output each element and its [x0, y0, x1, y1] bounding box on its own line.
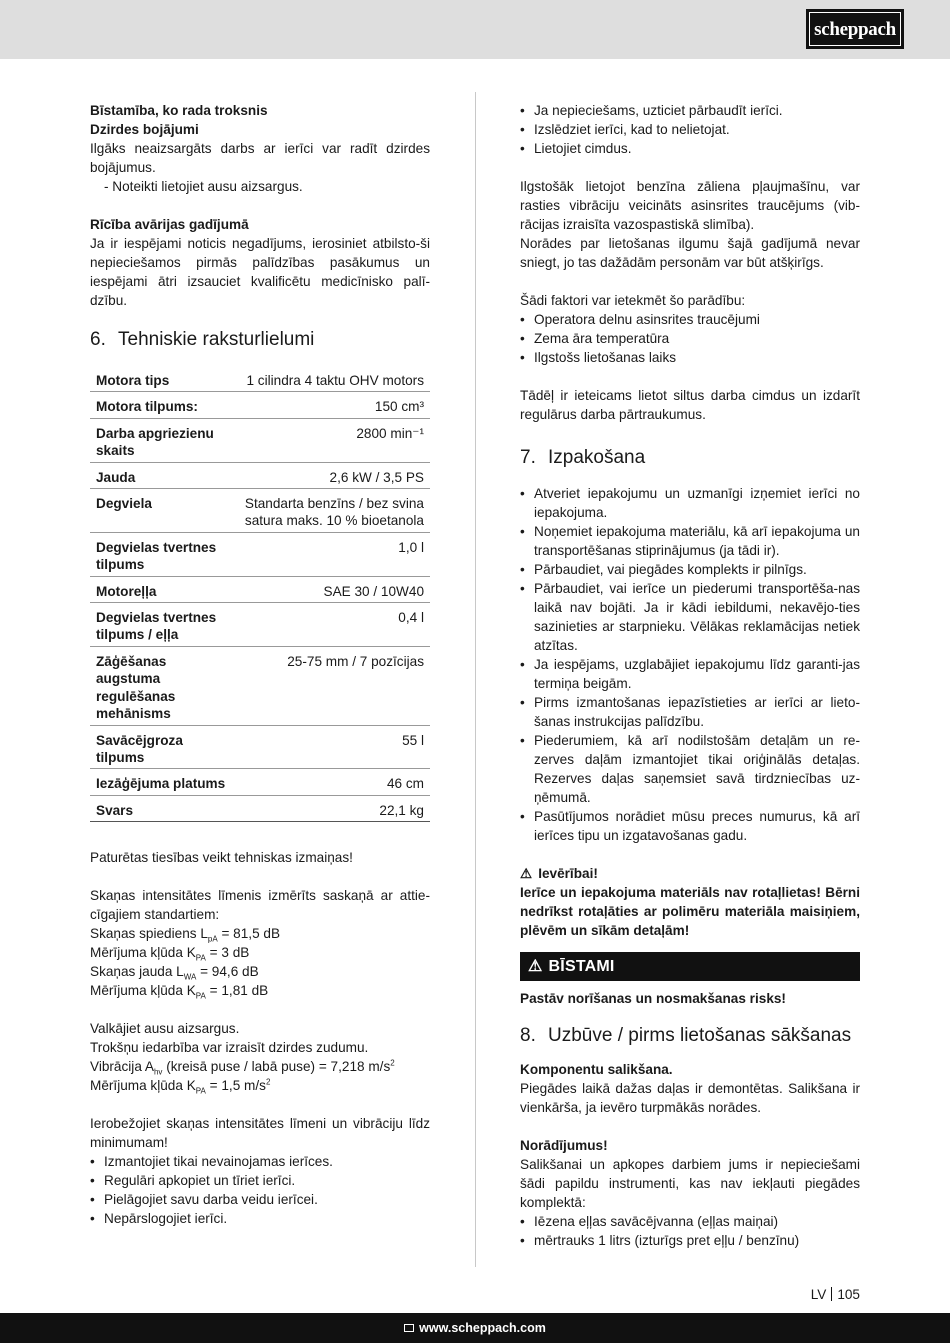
- spec-value: 0,4 l: [235, 603, 430, 647]
- section-title: Uzbūve / pirms lietošanas sākšanas: [548, 1025, 852, 1046]
- section-8-heading: [520, 1024, 860, 1048]
- list-item: • Ilgstošs lietošanas laiks: [520, 348, 860, 367]
- section-number: 7.: [520, 447, 536, 468]
- hearing-damage-heading: Dzirdes bojājumi: [90, 122, 199, 137]
- spec-value: 22,1 kg: [235, 795, 430, 821]
- spec-label: Jauda: [90, 462, 235, 488]
- footer-bar: [0, 1313, 950, 1343]
- emergency-text: Ja ir iespējami noticis negadījums, ierosiniet atbilsto-ši nepieciešamos pirmās palīdzības pasākumus un iespējami ātri izsauciet kvalificētu medicīnisko palī-dzību.: [90, 236, 430, 308]
- left-column: [90, 101, 430, 1228]
- noise-hazard-heading: Bīstamība, ko rada troksnis: [90, 103, 268, 118]
- danger-label: BĪSTAMI: [548, 958, 615, 975]
- tech-changes-note: Paturētas tiesības veikt tehniskas izmaiņas!: [90, 850, 353, 866]
- section-6-heading: [90, 328, 430, 352]
- spec-label: Iezāģējuma platums: [90, 769, 235, 795]
- spec-label: Motora tilpums:: [90, 392, 235, 418]
- notes-heading: Norādījumus!: [520, 1138, 608, 1153]
- list-item: • Ja nepieciešams, uzticiet pārbaudīt ierīci.: [520, 101, 860, 120]
- tools-list: [520, 1212, 860, 1250]
- table-row: [90, 532, 430, 576]
- spec-label: Motoreļļa: [90, 576, 235, 602]
- sound-pressure-line: Skaņas spiediens $L_{pA} = 81,5$ dB: [90, 926, 281, 944]
- spec-value: 55 l: [235, 725, 430, 769]
- warning-icon: ⚠: [528, 958, 543, 975]
- table-row: [90, 418, 430, 462]
- table-row: [90, 392, 430, 418]
- spec-value: 1 cilindra 4 taktu OHV motors: [235, 366, 430, 392]
- table-row: [90, 646, 430, 725]
- monitor-icon: [404, 1324, 414, 1332]
- list-item: • Izslēdziet ierīci, kad to nelietojat.: [520, 120, 860, 139]
- table-row: [90, 489, 430, 533]
- attention-text: Ierīce un iepakojuma materiāls nav rotaļlietas! Bērni nedrīkst rotaļāties ar polimēru materiāla maisiņiem, plēvēm un sīkām detaļām!: [520, 885, 860, 938]
- list-item: • Zema āra temperatūra: [520, 329, 860, 348]
- ear-protection-note: - Noteikti lietojiet ausu aizsargus.: [104, 179, 303, 194]
- measurement-error-3: Mērījuma kļūda $K_{PA} = 1,5$ $m/s^2$: [90, 1077, 271, 1096]
- spec-label: Degvielas tvertnes tilpums: [90, 532, 235, 576]
- specs-table: [90, 366, 430, 822]
- spec-value: 25-75 mm / 7 pozīcijas: [235, 646, 430, 725]
- column-divider: [475, 92, 476, 1267]
- long-use-text: Ilgstošāk lietojot benzīna zāliena pļaujmašīnu, var rasties vibrāciju veicināts asinsrites traucējums (vib-rācijas izraisīta vazospastiskā slimība).: [520, 179, 860, 232]
- section-number: 8.: [520, 1025, 536, 1046]
- list-item: • Ja iespējams, uzglabājiet iepakojumu līdz garanti-jas termiņa beigām.: [520, 655, 860, 693]
- language-code: LV: [810, 1287, 827, 1302]
- list-item: • mērtrauks 1 litrs (izturīgs pret eļļu / benzīnu): [520, 1231, 860, 1250]
- list-item: • Izmantojiet tikai nevainojamas ierīces.: [90, 1152, 430, 1171]
- list-item: • Atveriet iepakojumu un uzmanīgi izņemiet ierīci no iepakojuma.: [520, 484, 860, 522]
- measurement-error-2: Mērījuma kļūda $K_{PA} = 1,81$ dB: [90, 983, 269, 1001]
- spec-value: Standarta benzīns / bez svina satura maks. 10 % bioetanola: [235, 489, 430, 533]
- sound-power-line: Skaņas jauda $L_{WA} = 94,6$ dB: [90, 964, 259, 982]
- list-item: • Piederumiem, kā arī nodilstošām detaļām un re-zerves daļām izmantojiet tikai oriģinālās detaļas. Rezerves daļas saņemsiet savā tirdzniecības uz-ņēmumā.: [520, 731, 860, 807]
- table-row: [90, 366, 430, 392]
- section-title: Tehniskie raksturlielumi: [118, 329, 315, 350]
- table-row: [90, 769, 430, 795]
- spec-value: 2800 min⁻¹: [235, 418, 430, 462]
- brand-logo: scheppach: [806, 9, 904, 49]
- table-row: [90, 725, 430, 769]
- measurement-error-1: Mērījuma kļūda $K_{PA} = 3$ dB: [90, 945, 250, 963]
- list-item: • Operatora delnu asinsrites traucējumi: [520, 310, 860, 329]
- website-link[interactable]: www.scheppach.com: [419, 1320, 546, 1335]
- header-bar: [0, 0, 950, 59]
- assembly-text: Piegādes laikā dažas daļas ir demontētas. Salikšana ir vienkārša, ja ievēro turpmākās norādes.: [520, 1081, 860, 1115]
- noise-damage-note: Trokšņu iedarbība var izraisīt dzirdes zudumu.: [90, 1040, 369, 1056]
- list-item: • Nepārslogojiet ierīci.: [90, 1209, 430, 1228]
- section-7-heading: [520, 446, 860, 470]
- spec-label: Savācējgroza tilpums: [90, 725, 235, 769]
- list-item: • Regulāri apkopiet un tīriet ierīci.: [90, 1171, 430, 1190]
- list-item: • Pirms izmantošanas iepazīstieties ar ierīci ar lieto-šanas instrukcijas palīdzību.: [520, 693, 860, 731]
- list-item: • Lietojiet cimdus.: [520, 139, 860, 158]
- limit-bullet-list: [90, 1152, 430, 1228]
- duration-text: Norādes par lietošanas ilgumu šajā gadījumā nevar sniegt, jo tas dažādām personām var būt atšķirīgs.: [520, 236, 860, 270]
- list-item: • Noņemiet iepakojuma materiālu, kā arī iepakojuma un transportēšanas stiprinājumus (ja tādi ir).: [520, 522, 860, 560]
- hearing-damage-text: Ilgāks neaizsargāts darbs ar ierīci var radīt dzirdes bojājumus.: [90, 141, 430, 175]
- page-num: 105: [837, 1287, 860, 1302]
- unpacking-list: [520, 484, 860, 845]
- danger-banner: [520, 952, 860, 981]
- emergency-heading: Rīcība avārijas gadījumā: [90, 217, 249, 232]
- spec-value: SAE 30 / 10W40: [235, 576, 430, 602]
- list-item: • Pārbaudiet, vai ierīce un piederumi transportēša-nas laikā nav bojāti. Ja ir kādi iebildumi, nekavējo-ties sazinieties ar starpnieku. Vēlākas reklamācijas netiek atzītas.: [520, 579, 860, 655]
- page-number: [811, 1285, 860, 1304]
- spec-label: Svars: [90, 795, 235, 821]
- spec-label: Degvielas tvertnes tilpums / eļļa: [90, 603, 235, 647]
- sound-intro: Skaņas intensitātes līmenis izmērīts saskaņā ar attie-cīgajiem standartiem:: [90, 888, 430, 923]
- spec-value: 2,6 kW / 3,5 PS: [235, 462, 430, 488]
- danger-text: Pastāv norīšanas un nosmakšanas risks!: [520, 991, 786, 1006]
- warning-icon: ⚠: [520, 866, 533, 881]
- table-row: [90, 576, 430, 602]
- spec-label: Motora tips: [90, 366, 235, 392]
- list-item: • Pārbaudiet, vai piegādes komplekts ir pilnīgs.: [520, 560, 860, 579]
- device-care-list: [520, 101, 860, 158]
- spec-label: Degviela: [90, 489, 235, 533]
- factors-intro: Šādi faktori var ietekmēt šo parādību:: [520, 293, 746, 308]
- list-item: • Iēzena eļļas savācējvanna (eļļas maiņai): [520, 1212, 860, 1231]
- spec-value: 46 cm: [235, 769, 430, 795]
- list-item: • Pielāgojiet savu darba veidu ierīcei.: [90, 1190, 430, 1209]
- right-column: [520, 101, 860, 1250]
- attention-heading: ⚠ Ievērībai!: [520, 866, 598, 881]
- table-row: [90, 795, 430, 821]
- factors-list: [520, 310, 860, 367]
- limit-text: Ierobežojiet skaņas intensitātes līmeni un vibrāciju līdz minimumam!: [90, 1116, 430, 1151]
- spec-value: 150 cm³: [235, 392, 430, 418]
- vibration-line: Vibrācija $A_{hv}$ (kreisā puse / labā puse) = 7,218 $m/s^2$: [90, 1058, 395, 1077]
- section-title: Izpakošana: [548, 447, 646, 468]
- wear-ear-protection: Valkājiet ausu aizsargus.: [90, 1021, 240, 1037]
- table-row: [90, 462, 430, 488]
- table-row: [90, 603, 430, 647]
- spec-value: 1,0 l: [235, 532, 430, 576]
- notes-text: Salikšanai un apkopes darbiem jums ir nepieciešami šādi papildu instrumenti, kas nav iekļauti piegādes komplektā:: [520, 1157, 860, 1210]
- list-item: • Pasūtījumos norādiet mūsu preces numurus, kā arī ierīces tipu un izgatavošanas gadu.: [520, 807, 860, 845]
- section-number: 6.: [90, 329, 106, 350]
- spec-label: Darba apgriezienu skaits: [90, 418, 235, 462]
- spec-label: Zāģēšanas augstuma regulēšanas mehānisms: [90, 646, 235, 725]
- gloves-text: Tādēļ ir ieteicams lietot siltus darba cimdus un izdarīt regulārus darba pārtraukumus.: [520, 388, 860, 422]
- assembly-heading: Komponentu salikšana.: [520, 1062, 673, 1077]
